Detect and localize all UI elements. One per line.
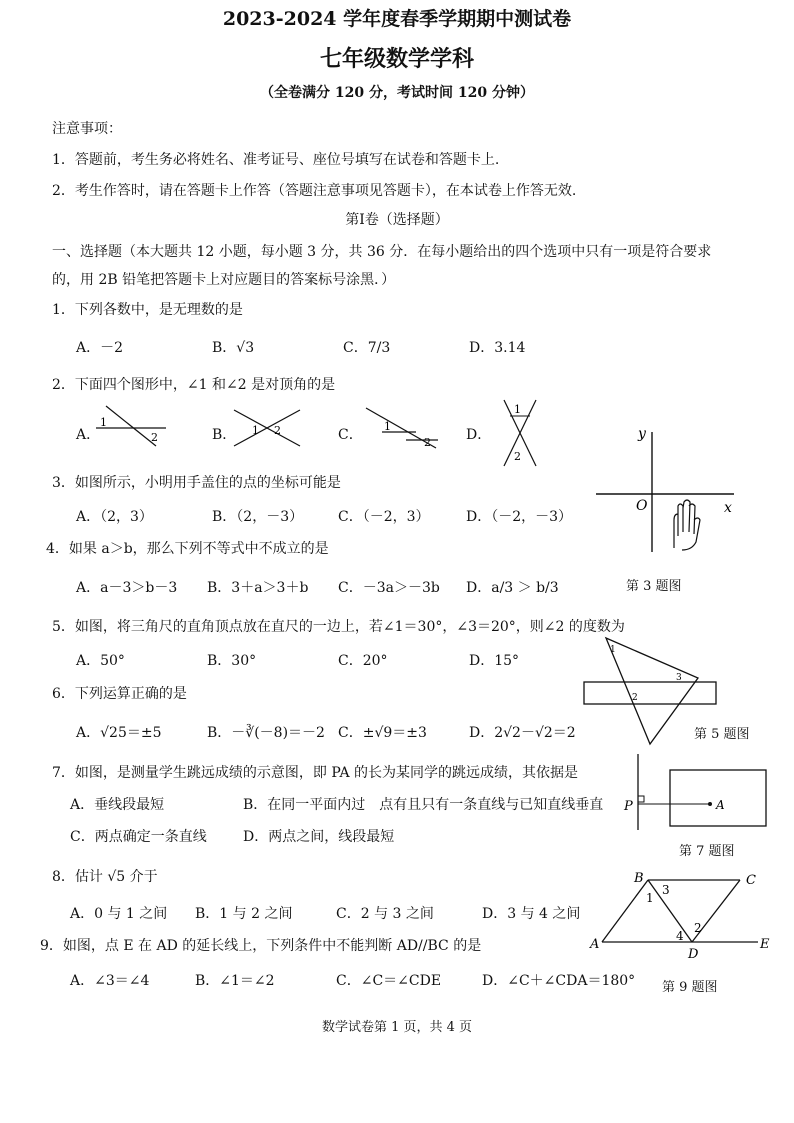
option: B．√3 [212, 340, 255, 356]
option: D．3.14 [469, 340, 526, 356]
option: B．30° [207, 653, 257, 669]
svg-text:O: O [636, 498, 648, 514]
option: D．∠C＋∠CDA＝180° [482, 973, 636, 989]
option: B．－∛(－8)＝－2 [207, 725, 325, 741]
option: A．0 与 1 之间 [70, 906, 168, 922]
option: D．3 与 4 之间 [482, 906, 581, 922]
q7-caption: 第 7 题图 [679, 844, 735, 859]
option: A． [76, 427, 101, 443]
exam-title: 2023-2024 学年度春季学期期中测试卷 [222, 8, 572, 30]
q2-figure-b [234, 410, 304, 450]
svg-text:2: 2 [632, 693, 638, 703]
section-line: 一、选择题（本大题共 12 小题，每小题 3 分，共 36 分．在每小题给出的四个选项中只有一项是符合要求 [52, 244, 712, 260]
q2-figure-d [500, 400, 540, 468]
question-stem: 8．估计 √5 介于 [52, 869, 158, 885]
q5-caption: 第 5 题图 [694, 727, 750, 742]
svg-text:1: 1 [610, 645, 616, 655]
option: B． [212, 427, 237, 443]
option: D．2√2－√2＝2 [469, 725, 576, 741]
option: A．50° [76, 653, 125, 669]
svg-text:D: D [688, 947, 699, 962]
option: C．两点确定一条直线 [70, 829, 207, 845]
option: B．1 与 2 之间 [195, 906, 293, 922]
question-stem: 7．如图，是测量学生跳远成绩的示意图，即 PA 的长为某同学的跳远成绩，其依据是 [52, 765, 579, 781]
q7-figure [624, 752, 770, 832]
option: B．3＋a＞3＋b [207, 580, 309, 596]
svg-text:4: 4 [676, 929, 684, 943]
q3-figure [596, 424, 736, 554]
option: C．20° [338, 653, 388, 669]
svg-text:B: B [634, 871, 644, 886]
option: C．（－2，3） [338, 509, 430, 525]
svg-text:1: 1 [100, 416, 107, 429]
option: A．垂线段最短 [70, 797, 165, 813]
q9-caption: 第 9 题图 [662, 980, 718, 995]
option: C．7/3 [343, 340, 391, 356]
q9-figure [588, 868, 778, 960]
svg-text:2: 2 [424, 436, 431, 449]
option: D．两点之间，线段最短 [243, 829, 395, 845]
page-footer: 数学试卷第 1 页，共 4 页 [321, 1020, 473, 1035]
svg-text:x: x [724, 500, 732, 516]
svg-text:E: E [760, 937, 770, 952]
question-stem: 4．如果 a＞b，那么下列不等式中不成立的是 [46, 541, 329, 557]
option: A．（2，3） [76, 509, 153, 525]
part-heading: 第Ⅰ卷（选择题） [345, 212, 449, 228]
question-stem: 9．如图，点 E 在 AD 的延长线上，下列条件中不能判断 AD//BC 的是 [40, 938, 482, 954]
option: D． [466, 427, 492, 443]
option: C． [338, 427, 363, 443]
option: A．－2 [76, 340, 124, 356]
question-stem: 5．如图，将三角尺的直角顶点放在直尺的一边上，若∠1＝30°，∠3＝20°，则∠2 的度数为 [52, 619, 625, 635]
section-line: 的，用 2B 铅笔把答题卡上对应题目的答案标号涂黑．） [52, 272, 396, 288]
hand-icon [674, 500, 700, 550]
svg-text:3: 3 [676, 673, 682, 683]
option: C．∠C＝∠CDE [336, 973, 442, 989]
notes-heading: 注意事项： [52, 121, 122, 137]
option: D．15° [469, 653, 520, 669]
q3-caption: 第 3 题图 [626, 579, 682, 594]
svg-text:1: 1 [384, 420, 391, 433]
svg-text:1: 1 [646, 891, 654, 905]
question-stem: 6．下列运算正确的是 [52, 686, 187, 702]
option: B．∠1＝∠2 [195, 973, 275, 989]
svg-text:P: P [624, 799, 633, 814]
option: B．在同一平面内过 点有且只有一条直线与已知直线垂直 [243, 797, 604, 813]
subject-title: 七年级数学学科 [319, 46, 474, 72]
option: C．－3a＞－3b [338, 580, 440, 596]
svg-text:2: 2 [694, 921, 702, 935]
svg-text:2: 2 [514, 450, 521, 463]
svg-text:3: 3 [662, 883, 670, 897]
option: C．±√9＝±3 [338, 725, 427, 741]
question-stem: 1．下列各数中，是无理数的是 [52, 302, 243, 318]
option: D．a/3 ＞ b/3 [466, 580, 559, 596]
q2-figure-a [96, 406, 176, 446]
svg-text:1: 1 [252, 424, 259, 437]
svg-text:A: A [716, 798, 725, 812]
question-stem: 2．下面四个图形中，∠1 和∠2 是对顶角的是 [52, 377, 336, 393]
option: B．（2，－3） [212, 509, 304, 525]
option: A．∠3＝∠4 [70, 973, 150, 989]
option: D．（－2，－3） [466, 509, 573, 525]
option: C．2 与 3 之间 [336, 906, 434, 922]
note-item: 1．答题前，考生务必将姓名、准考证号、座位号填写在试卷和答题卡上. [52, 152, 500, 168]
svg-text:1: 1 [514, 403, 521, 416]
svg-text:A: A [590, 937, 600, 952]
q2-figure-c [366, 408, 446, 448]
exam-info: （全卷满分 120 分，考试时间 120 分钟） [260, 85, 534, 101]
option: A．√25＝±5 [76, 725, 162, 741]
option: A．a－3＞b－3 [76, 580, 178, 596]
note-item: 2．考生作答时，请在答题卡上作答（答题注意事项见答题卡），在本试卷上作答无效. [52, 183, 577, 199]
svg-text:C: C [746, 873, 756, 888]
svg-text:2: 2 [151, 431, 158, 444]
question-stem: 3．如图所示，小明用手盖住的点的坐标可能是 [52, 475, 341, 491]
svg-text:y: y [638, 426, 646, 442]
svg-text:2: 2 [274, 424, 281, 437]
